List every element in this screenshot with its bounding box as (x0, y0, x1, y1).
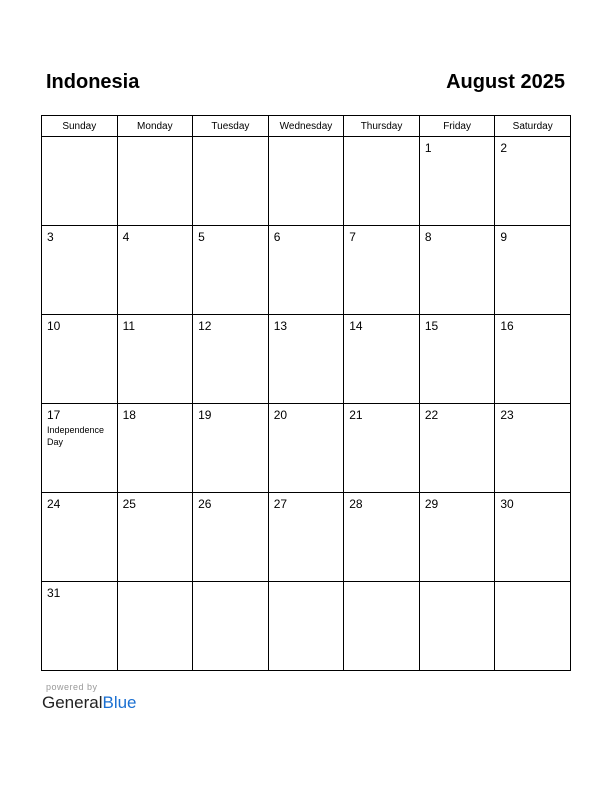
day-number (42, 137, 117, 141)
day-number: 4 (122, 230, 130, 244)
weekday-header-thursday: Thursday (344, 116, 420, 137)
day-number: 31 (47, 586, 61, 600)
month-year-title: August 2025 (446, 71, 565, 93)
day-cell (419, 315, 495, 404)
day-number (193, 137, 268, 141)
day-cell (419, 226, 495, 315)
day-cell (268, 404, 344, 493)
day-cell (193, 137, 269, 226)
day-cell (268, 582, 344, 671)
day-cell (193, 315, 269, 404)
weekday-header-friday: Friday (419, 116, 495, 137)
week-row (42, 404, 571, 493)
weekday-header-tuesday: Tuesday (193, 116, 269, 137)
day-cell (42, 582, 118, 671)
weekday-header-sunday: Sunday (42, 116, 118, 137)
day-number (344, 582, 419, 586)
day-cell (344, 404, 420, 493)
day-number (118, 137, 193, 141)
logo-text-blue: Blue (102, 693, 137, 712)
day-cell (117, 226, 193, 315)
weekday-header-saturday: Saturday (495, 116, 571, 137)
day-number: 10 (47, 319, 61, 333)
calendar-body (42, 137, 571, 671)
day-cell (117, 137, 193, 226)
day-number (118, 582, 193, 586)
weekday-header-wednesday: Wednesday (268, 116, 344, 137)
day-cell (495, 137, 571, 226)
day-number: 27 (273, 497, 288, 511)
day-number: 8 (424, 230, 432, 244)
week-row (42, 137, 571, 226)
day-number: 16 (500, 319, 514, 333)
day-cell (495, 582, 571, 671)
day-cell (344, 226, 420, 315)
week-row (42, 226, 571, 315)
day-cell (268, 315, 344, 404)
day-number: 1 (424, 141, 432, 155)
calendar-grid (41, 115, 571, 671)
day-cell (117, 315, 193, 404)
day-cell (42, 137, 118, 226)
day-number: 26 (198, 497, 212, 511)
day-number: 24 (47, 497, 61, 511)
day-cell (344, 493, 420, 582)
day-cell (419, 582, 495, 671)
day-number: 12 (198, 319, 212, 333)
week-row (42, 493, 571, 582)
day-number: 9 (500, 230, 508, 244)
day-number: 6 (273, 230, 281, 244)
day-number: 25 (122, 497, 136, 511)
day-number: 3 (47, 230, 54, 244)
day-cell (419, 404, 495, 493)
week-row (42, 315, 571, 404)
day-cell (42, 226, 118, 315)
day-number: 28 (349, 497, 363, 511)
day-cell (344, 137, 420, 226)
day-cell (268, 226, 344, 315)
day-number: 18 (122, 408, 136, 422)
holiday-label: Independence Day (47, 425, 105, 447)
weekday-header-monday: Monday (117, 116, 193, 137)
day-number: 19 (198, 408, 212, 422)
day-number: 11 (122, 319, 136, 333)
day-cell (495, 493, 571, 582)
day-cell (419, 137, 495, 226)
day-number: 23 (500, 408, 514, 422)
weekday-header-row (42, 116, 571, 137)
day-number: 22 (424, 408, 439, 422)
day-number: 5 (198, 230, 205, 244)
generalblue-logo[interactable] (42, 693, 137, 713)
day-cell (117, 493, 193, 582)
day-cell (42, 493, 118, 582)
day-cell (117, 582, 193, 671)
day-cell (419, 493, 495, 582)
logo-text-general: General (42, 693, 103, 712)
day-cell (193, 493, 269, 582)
day-cell (42, 404, 118, 493)
day-number (495, 582, 570, 586)
day-number (193, 582, 268, 586)
day-number: 13 (273, 319, 288, 333)
day-number: 20 (273, 408, 288, 422)
day-cell (193, 582, 269, 671)
day-cell (193, 226, 269, 315)
day-cell (268, 493, 344, 582)
day-number (269, 137, 344, 141)
day-cell (117, 404, 193, 493)
day-cell (344, 582, 420, 671)
powered-by-label: powered by (46, 682, 98, 692)
day-cell (495, 404, 571, 493)
day-number (269, 582, 344, 586)
day-number: 17 (47, 408, 61, 422)
day-number: 29 (424, 497, 439, 511)
day-cell (344, 315, 420, 404)
day-number: 30 (500, 497, 514, 511)
day-cell (268, 137, 344, 226)
day-number (344, 137, 419, 141)
week-row (42, 582, 571, 671)
day-number: 15 (424, 319, 439, 333)
day-number: 14 (349, 319, 363, 333)
day-cell (495, 226, 571, 315)
day-cell (193, 404, 269, 493)
country-title: Indonesia (46, 71, 140, 93)
day-number: 7 (349, 230, 356, 244)
day-number (420, 582, 495, 586)
day-cell (42, 315, 118, 404)
day-cell (495, 315, 571, 404)
day-number: 2 (500, 141, 508, 155)
day-number: 21 (349, 408, 363, 422)
